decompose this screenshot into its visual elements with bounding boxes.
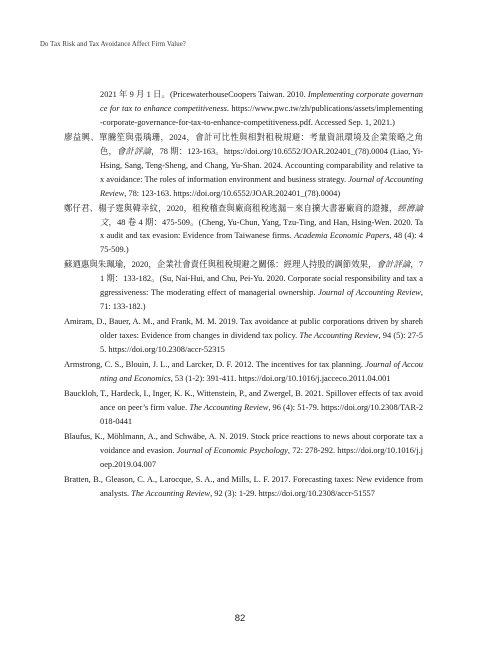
reference-text: Armstrong, C. S., Blouin, J. L., and Larcker, D. F. 2012. The incentives for tax planning. — [64, 360, 366, 370]
reference-text: , 53 (1-2): 391-411. https://doi.org/10.1016/j.jacceco.2011.04.001 — [170, 374, 391, 384]
reference-entry — [64, 358, 423, 386]
reference-entry — [64, 258, 423, 314]
reference-italic-title: The Accounting Review — [189, 403, 269, 413]
reference-text: Blaufus, K., Möhlmann, A., and Schwäbe, A. N. 2019. Stock price reactions to news about corporate tax avoidance and evasion. — [64, 432, 423, 455]
page-number: 82 — [234, 613, 246, 624]
reference-text: Amiram, D., Bauer, A. M., and Frank, M. M. 2019. Tax avoidance at public corporations driven by shareholder taxes: Evidence from changes in dividend tax policy. — [64, 317, 423, 341]
reference-text: Bauckloh, T., Hardeck, I., Inger, K. K., Wittenstein, P., and Zwergel, B. 2021. Spillover effects of tax avoidance on peer’s firm value. — [64, 389, 423, 413]
reference-italic-title: 會計評論 — [376, 260, 411, 270]
reference-italic-title: 經濟論文 — [100, 203, 424, 227]
reference-italic-title: Journal of Accounting and Economics — [100, 360, 423, 384]
reference-text: 廖益興、單騰笙與張瑀珊，2024，會計可比性與相對租稅規避：考量資訊環境及企業策略之角色， — [64, 132, 423, 156]
reference-italic-title: Implementing corporate governance for tax to enhance competitiveness — [100, 90, 423, 113]
reference-italic-title: The Accounting Review — [299, 331, 379, 341]
running-head: Do Tax Risk and Tax Avoidance Affect Firm Value? — [40, 41, 186, 48]
reference-text: , 92 (3): 1-29. https://doi.org/10.2308/accr-51557 — [210, 488, 375, 498]
reference-italic-title: 會計評論 — [117, 146, 152, 156]
reference-entry — [64, 430, 423, 472]
reference-text: , 71: 133-182.) — [100, 288, 423, 312]
reference-text: 蘇迺惠與朱珮瑜，2020，企業社會責任與租稅規避之關係：經理人持股的調節效果， — [64, 260, 377, 270]
reference-entry — [64, 202, 423, 258]
reference-entry — [64, 473, 423, 501]
reference-text: 2021 年 9 月 1 日。(PricewaterhouseCoopers Taiwan. 2010. — [100, 90, 308, 99]
reference-text: Bratten, B., Gleason, C. A., Larocque, S. A., and Mills, L. F. 2017. Forecasting taxes: New evidence from analysts. — [64, 474, 423, 498]
reference-italic-title: Journal of Economic Psychology — [176, 445, 288, 455]
reference-italic-title: Journal of Accounting Review — [100, 174, 424, 198]
reference-text: 鄭仔君、楊子霆與韓幸紋，2020，租稅稽查與廠商租稅逃漏－來自擴大書審廠商的證據， — [64, 203, 398, 213]
reference-text: ，48 卷 4 期：475-509。(Cheng, Yu-Chun, Yang, Tzu-Ting, and Han, Hsing-Wen. 2020. Tax audit and tax evasion: Evidence from Taiwanese firms. — [100, 217, 424, 241]
reference-italic-title: The Accounting Review — [131, 488, 211, 498]
reference-text: , 78: 123-163. https://doi.org/10.6552/JOAR.202401_(78).0004) — [124, 188, 341, 198]
reference-text: , 94 (5): 27-55. https://doi.org/10.2308/accr-52315 — [100, 331, 423, 355]
reference-list — [64, 88, 423, 502]
reference-text: , 48 (4): 475-509.) — [100, 231, 424, 255]
reference-entry — [64, 315, 423, 357]
reference-italic-title: Journal of Accounting Review — [318, 288, 421, 298]
reference-italic-title: Academia Economic Papers — [294, 231, 390, 241]
reference-text: ，78 期：123-163。https://doi.org/10.6552/JOAR.202401_(78).0004 (Liao, Yi-Hsing, Sang, Teng-Sheng, and Chang, Yu-Shan. 2024. Accounting comparability and relative tax avoidance: The roles of information environment and business strategy. — [100, 146, 423, 184]
reference-text: ，71 期：133-182。(Su, Nai-Hui, and Chu, Pei-Yu. 2020. Corporate social responsibility and tax aggressiveness: The moderating effect of managerial ownership. — [100, 260, 424, 298]
reference-text: , 96 (4): 51-79. https://doi.org/10.2308/TAR-2018-0441 — [100, 403, 424, 426]
reference-text: , 72: 278-292. https://doi.org/10.1016/j.joep.2019.04.007 — [100, 445, 423, 469]
reference-entry — [64, 88, 423, 130]
reference-entry — [64, 387, 423, 429]
reference-entry — [64, 131, 423, 201]
reference-text: . https://www.pwc.tw/zh/publications/assets/implementing-corporate-governance-for-tax-to-enhance-competitiveness.pdf. Accessed Sep. 1, 2021.) — [100, 103, 423, 127]
